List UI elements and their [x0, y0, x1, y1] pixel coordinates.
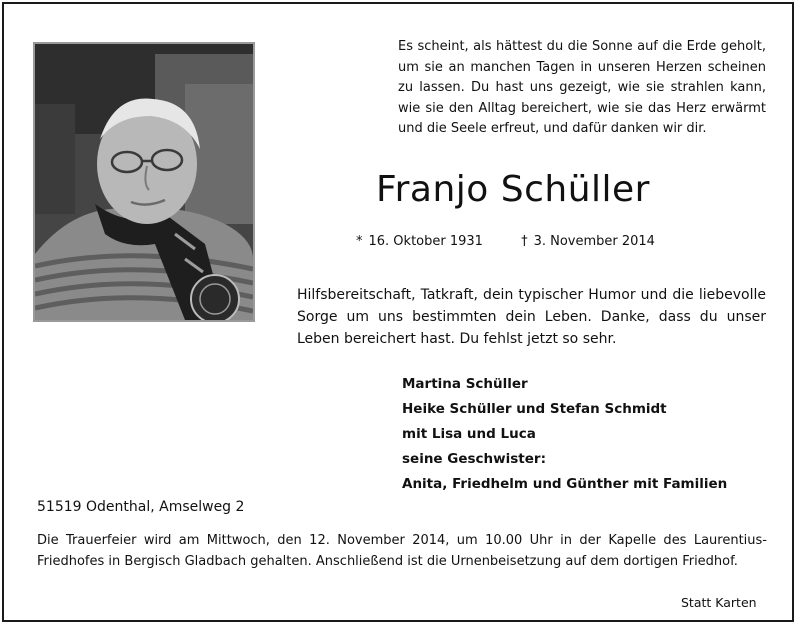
- mourner-line: Anita, Friedhelm und Günther mit Familien: [402, 476, 728, 492]
- death-symbol: †: [521, 234, 528, 249]
- mourners-list: [402, 372, 727, 497]
- deceased-name: Franjo Schüller: [376, 169, 650, 210]
- birth-symbol: *: [356, 234, 363, 249]
- family-address: 51519 Odenthal, Amselweg 2: [37, 499, 245, 515]
- closing-note: Statt Karten: [681, 595, 757, 610]
- birth-date: 16. Oktober 1931: [368, 234, 483, 249]
- memorial-quote: Es scheint, als hättest du die Sonne auf die Erde geholt, um sie an manchen Tagen in unseren Herzen scheinen zu lassen. Du hast uns gezeigt, wie sie strahlen kann, wie sie den Alltag bereichert, wie sie das Herz erwärmt und die Seele erfreut, und dafür danken wir dir.: [398, 39, 766, 136]
- death-date: 3. November 2014: [533, 234, 655, 249]
- portrait-image: [35, 44, 253, 320]
- tribute-text: Hilfsbereitschaft, Tatkraft, dein typischer Humor und die liebevolle Sorge um uns bestimmten dein Leben. Danke, dass du unser Leben bereichert hast. Du fehlst jetzt so sehr.: [297, 287, 766, 347]
- life-dates: [356, 233, 655, 251]
- portrait-photo: [33, 42, 255, 322]
- mourner-line: seine Geschwister:: [402, 451, 546, 467]
- mourner-line: Heike Schüller und Stefan Schmidt: [402, 401, 667, 417]
- mourner-line: Martina Schüller: [402, 376, 528, 392]
- funeral-notice: Die Trauerfeier wird am Mittwoch, den 12. November 2014, um 10.00 Uhr in der Kapelle des Laurentius-Friedhofes in Bergisch Gladbach gehalten. Anschließend ist die Urnenbeisetzung auf dem dortigen Friedhof.: [37, 533, 767, 569]
- mourner-line: mit Lisa und Luca: [402, 426, 536, 442]
